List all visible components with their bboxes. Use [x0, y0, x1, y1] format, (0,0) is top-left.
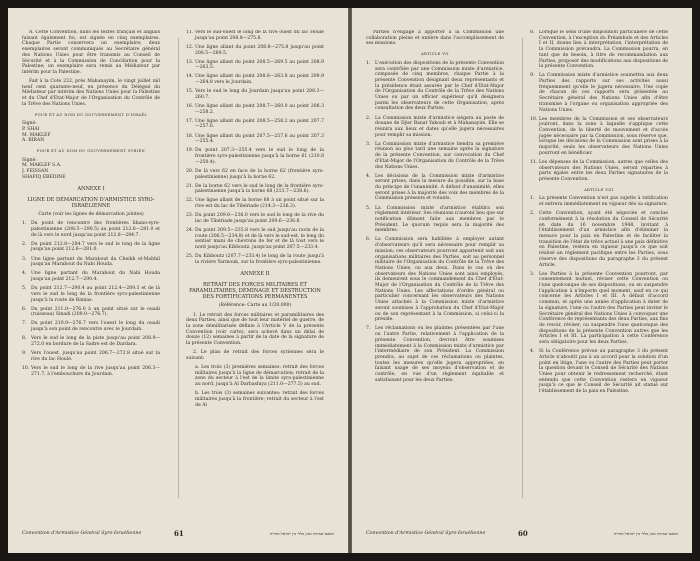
list-item: 1. Du point de rencontre des frontières libano-syro-palestinienne (208.5—290.5) au point 212.6—281.0 et de là vers le nord jusqu'au point 212.8—284.7. [22, 221, 160, 238]
right-page [352, 8, 692, 553]
list-item: 8. Vers le sud le long de la piste jusqu'au point 208.9—272.0 en bordure de la Sadre est de Dardara. [22, 336, 160, 347]
signatory: P. SHAI [22, 126, 40, 132]
paragraph: 2. Le plan de retrait des forces syriennes sera le suivant: [186, 350, 324, 361]
govt-israel-heading: POUR ET AU NOM DU GOUVERNEMENT D'ISRAËL [34, 112, 148, 117]
list-item: 24. Du point 209.5—235.8 vers le sud jusqu'au ravin de la route (206.5—234.8) et de là vers le sud-est, le long du sentier muni de chevrons de fer et de là tout vers le nord jusqu'au Kibboutz. jusqu'au point 207.5—233.4. [186, 228, 324, 251]
list-item: 3. Une ligne partant du Marabout du Cheikh el-Mahhil jusqu'au Marabout du Nabi Houda. [22, 256, 160, 268]
article-heading: ARTICLE VIII [584, 187, 614, 192]
list-item: 9. La Commission mixte d'armistice soumettra aux deux Parties des rapports sur ses activités aussi fréquemment qu'elle le jugera nécessaire. Une copie de chacun de ces rapports sera présentée au Secrétaire général des Nations Unies afin d'être transmise à l'organe ou organisation appropriée des Nations Unies. [530, 73, 668, 113]
paragraph: Fait à la Cote 232, près Mahanayim, le vingt juillet mil neuf cent quarante-neuf, en présence du Délégué du Médiateur par intérim des Nations Unies pour la Palestine et du Chef d'Etat-Major de l'Organisation du Contrôle de la Trêve des Nations Unies. [22, 79, 160, 107]
signatory: A. BIRAN [22, 138, 45, 144]
column-divider [522, 38, 523, 498]
list-item: b. Les trois (3) semaines suivantes: retrait des forces militaires jusqu'à la frontière; retrait du secteur à l'est de Al [195, 391, 324, 408]
list-item: 25. Du Kibboutz (207.7—233.4) le long de la route jusqu'à la rivière Yarmouk, sur la frontière syro-palestinienne. [186, 254, 324, 265]
list-item: 2. La Commission mixte d'armistice siégera au poste de douane de Djisr Banat Yakoub et à Mahanayim. Elle se réunira aux lieux et dates qu'elle jugera nécessaires pour remplir sa mission. [366, 115, 504, 138]
signed-label: Signé: [22, 121, 37, 127]
column-divider [178, 38, 179, 498]
left-column-2 [186, 30, 324, 500]
annex-title: ANNEXE I [77, 185, 105, 192]
signatory: M. MAKLEF [22, 132, 51, 138]
footer-title: Convention d'Armistice Général Syro-Israélienne [366, 531, 486, 536]
right-column-1 [366, 30, 504, 500]
list-item: 1. L'exécution des dispositions de la présente Convention sera contrôlée par une Commission mixte d'armistice, composée de cinq membres, chaque Partie à la présente Convention désignant deux représentants et la présidence étant assurée par le Chef d'Etat-Major de l'Organisation du Contrôle de la Trêve des Nations Unies ou par un officier supérieur qu'il désignera parmi les observateurs de cette Organisation, après consultation des deux Parties. [366, 60, 504, 112]
list-item: 9. Vers l'ouest, jusqu'au point 206.7—272.8 situé sur la rive du lac Houlé. [22, 351, 160, 362]
footer-title: Convention d'Armistice Général Syro-Israélienne [22, 531, 142, 536]
signatory: J. FEISSAN [22, 169, 49, 175]
footer-hebrew: הסכם שביתת נשק כללי בין ישראל וסוריה [613, 531, 678, 536]
list-item: 14. Une ligne allant du point 208.8—263.8 au point 209.9—264.8 vers le Jourdain. [186, 74, 324, 86]
govt-syria-heading: POUR ET AU NOM DU GOUVERNEMENT SYRIEN [36, 149, 146, 154]
list-item: 5. Du point 212.7—290.4 au point 212.4—289.3 et de là vers le sud le long de la frontière syro-palestinienne jusqu'à la route de Banias. [22, 286, 160, 303]
signatory: SHAFIQ EBEDINE [22, 174, 66, 180]
list-item: 6. Du point 211.0—276.0 à un point situé sur le ouadi (ruisseau) Sinadi (209.0—276.7). [22, 306, 160, 318]
list-item: 11. Les dépenses de la Commission, autres que celles des observateurs des Nations Unies, seront réparties à parts égales entre les deux Parties signataires de la présente Convention. [530, 159, 668, 183]
paragraph: 1. Le retrait des forces militaires et paramilitaires des deux Parties, ainsi que de tout leur matériel de guerre, de la zone démilitarisée définie à l'Article V de la présente Convention (voir carte), sera achevé dans un délai de douze (12) semaines à partir de la date de la signature de la présente Convention. [186, 312, 324, 347]
list-item: 8. Lorsque le sens d'une disposition particulière de cette Convention, à l'exception du Préambule et des Articles I et II, donne lieu à interprétation, l'interprétation de la Commission prévaudra. La Commission pourra, en tant que de besoin, à titre de recommandation aux Parties, proposer des modifications aux dispositions de la présente Convention. [530, 30, 668, 70]
list-item: 21. De la borne 62 vers le sud le long de la frontière syro-palestinienne jusqu'à la borne 68 (213.7—238.6). [186, 183, 324, 195]
annex-heading: LIGNE DE DÉMARCATION D'ARMISTICE SYRO-ISRAÉLIENNE [27, 196, 155, 209]
list-item: 7. Du point 210.9—276.7 vers l'ouest le long du ouadi jusqu'à son point de rencontre avec le Jourdain. [22, 321, 160, 333]
list-item: 3. La Commission mixte d'armistice tiendra sa première réunion au plus tard une semaine après la signature de la présente Convention, sur convocation du Chef d'Etat-Major de l'Organisation du Contrôle de la Trêve des Nations Unies. [366, 141, 504, 170]
list-item: 2. Cette Convention, ayant été négociée et conclue conformément à la résolution du Conseil de Sécurité en date du 16 novembre 1948, invitant à l'établissement d'un armistice afin d'éliminer la menace pour la paix en Palestine et de faciliter la transition de l'état de trêve actuel à une paix définitive en Palestine, restera en vigueur jusqu'à ce que soit réalisé un règlement pacifique entre les Parties, sous réserve des dispositions du paragraphe 3 du présent Article. [530, 211, 668, 268]
left-page [8, 8, 348, 553]
list-item: 19. Du point 207.3—255.4 vers le sud le long de la frontière syro-palestinienne jusqu'à la borne 61 (210.8—250.4). [186, 148, 324, 165]
list-item: 16. Une ligne allant du point 208.7—260.0 au point 208.3—258.2. [186, 103, 324, 115]
list-item: 11. Vers le sud-ouest le long de la rive ouest du lac Houlé jusqu'au point 208.8—275.8. [186, 30, 324, 41]
list-item: 1. La présente Convention n'est pas sujette à ratification et entrera immédiatement en vigueur dès sa signature. [530, 196, 668, 208]
list-item: 4. Les décisions de la Commission mixte d'armistice seront prises, dans la mesure du possible, sur la base du principe de l'unanimité. A défaut d'unanimité, elles seront prises à la majorité des voix des membres de la Commission présents et votants. [366, 173, 504, 202]
list-item: 17. Une ligne allant du point 208.5—258.2 au point 207.7—257.6. [186, 118, 324, 130]
list-item: 6. La Commission sera habilitée à employer autant d'observateurs qu'il sera nécessaire pour remplir sa mission; ces observateurs pourront appartenir soit aux organisations militaires des Parties, soit au personnel militaire de l'Organisation du Contrôle de la Trêve des Nations Unies, ou aux deux. Dans le cas où des observateurs des Nations Unies sont ainsi employés, ils demeurent sous le commandement du Chef d'Etat-Major de l'Organisation du Contrôle de la Trêve des Nations Unies. Les affectations d'ordre général ou particulier concernant les observateurs des Nations Unies attachés à la Commission mixte d'armistice seront soumises à l'approbation du Chef d'Etat-Major ou de son représentant à la Commission, si celui-ci la préside. [366, 237, 504, 323]
list-item: 2. Du point 212.8—284.7 vers le sud le long de la ligne jusqu'au point 212.6—281.0. [22, 241, 160, 253]
page-number: 61 [174, 529, 184, 538]
left-column-1 [22, 30, 160, 500]
list-item: 20. De là vers 62 en face de la borne 62 (frontière syro-palestinienne) jusqu'à la borne 62. [186, 168, 324, 180]
paragraph: Parties n'engage à apporter à la Commission une collaboration pleine et entière dans l'accomplissement de ses missions. [366, 30, 504, 47]
right-column-2 [530, 30, 668, 500]
list-item: a. Les trois (3) premières semaines: retrait des forces militaires jusqu'à la ligne de démarcation; retrait de la zone du secteur à l'est de la limite syro-palestinienne au nord, jusqu'à Al Darbashiya (211.0—277.5) au sud. [195, 364, 324, 388]
list-item: 7. Les réclamations ou les plaintes présentées par l'une ou l'autre Partie, relativement à l'application de la présente Convention, devront être soumises immédiatement à la Commission mixte d'armistice par l'intermédiaire de son Président. La Commission prendra, au sujet de ces réclamations ou plaintes, toutes les mesures qu'elle jugera appropriées, en faisant usage de ses moyens d'observation et de contrôle, en vue d'un règlement équitable et satisfaisant pour les deux Parties. [366, 326, 504, 383]
list-item: 3. Les Parties à la présente Convention pourront, par consentement mutuel, réviser cette Convention ou l'une quelconque de ses dispositions, ou en suspendre l'application à n'importe quel moment, sauf en ce qui concerne les Articles I et III. A défaut d'accord commun, et après une année d'application à dater de la signature, l'une ou l'autre des Parties peut inviter le Secrétaire général des Nations Unies à convoquer une Conférence de représentants des deux Parties, aux fins de revoir, réviser, ou suspendre l'une quelconque des dispositions de la présente Convention autres que les Articles I et III. La participation à cette Conférence sera obligatoire pour les deux Parties. [530, 271, 668, 346]
list-item: 5. La Commission mixte d'armistice établira son règlement intérieur. Ses réunions n'auront lieu que sur notification dûment faite aux membres par le Président. Le quorum requis sera la majorité des membres. [366, 205, 504, 234]
paragraph: A. Cette Convention, dans les textes français et anglais faisant également foi, est signée en cinq exemplaires. Chaque Partie conservera un exemplaire; deux exemplaires seront communiqués au Secrétaire général des Nations Unies pour être transmis au Conseil de Sécurité et à la Commission de Conciliation pour la Palestine; un exemplaire sera remis au Médiateur par intérim pour la Palestine. [22, 30, 160, 75]
list-item: 4. Si la Conférence prévue au paragraphe 3 du présent Article n'aboutit pas à un accord pour la solution d'un point en litige, l'une ou l'autre des Parties peut porter la question devant le Conseil de Sécurité des Nations Unies pour obtenir le redressement recherché, étant entendu que cette Convention restera en vigueur jusqu'à ce que le Conseil de Sécurité ait statué sur l'établissement de la paix en Palestine. [530, 349, 668, 395]
article-heading: ARTICLE VII [421, 52, 449, 57]
signed-label: Signé: [22, 157, 37, 163]
annex-subtitle: (Référence: Carte au 1/20.000) [218, 303, 292, 309]
list-item: 22. Une ligne allant de la borne 68 à un point situé sur la rive est du lac de Tibériade (214.3—236.3). [186, 198, 324, 210]
annex-subtitle: Carte (voir les lignes de démarcation jointes) [38, 212, 144, 218]
list-item: 10. Vers le sud le long de la rive jusqu'au point 206.3—271.7, à l'embouchure du Jourdain. [22, 365, 160, 377]
list-item: 15. Vers le sud le long du Jourdain jusqu'au point 208.3—260.7. [186, 89, 324, 100]
demarcation-item-list [22, 221, 160, 377]
list-item: 10. Les membres de la Commission et ses observateurs jouiront, dans la zone à laquelle s'applique cette Convention, de la liberté de mouvement et d'accès jugée nécessaire par la Commission, sous réserve que, lorsque les décisions de la Commission sont prises à la majorité, seuls les observateurs des Nations Unies pourront en bénéficier. [530, 116, 668, 156]
list-item: 4. Une ligne partant du Marabout du Nabi Houda jusqu'au point 212.7—290.4. [22, 271, 160, 283]
list-item: 18. Une ligne allant du point 207.5—257.6 au point 207.3—255.4. [186, 133, 324, 145]
list-item: 12. Une ligne allant du point 208.8—275.8 jusqu'au point 208.5—269.5. [186, 44, 324, 56]
list-item: 13. Une ligne allant du point 208.5—269.5 au point 208.9—263.5. [186, 59, 324, 71]
page-number: 60 [518, 529, 528, 538]
annex-heading: RETRAIT DES FORCES MILITAIRES ET PARAMILITAIRES, DÉMINAGE ET DESTRUCTION DES FORTIFICATIONS PERMANENTES [189, 281, 321, 301]
list-item: 23. Du point 209.6—236.0 vers le sud le long de la rive du lac de Tibériade jusqu'au point 209.6—236.8. [186, 213, 324, 224]
signatory: M. MAKLEF S.A. [22, 163, 62, 169]
footer-hebrew: הסכם שביתת נשק כללי בין ישראל וסוריה [269, 531, 334, 536]
annex-title: ANNEXE II [240, 270, 270, 277]
